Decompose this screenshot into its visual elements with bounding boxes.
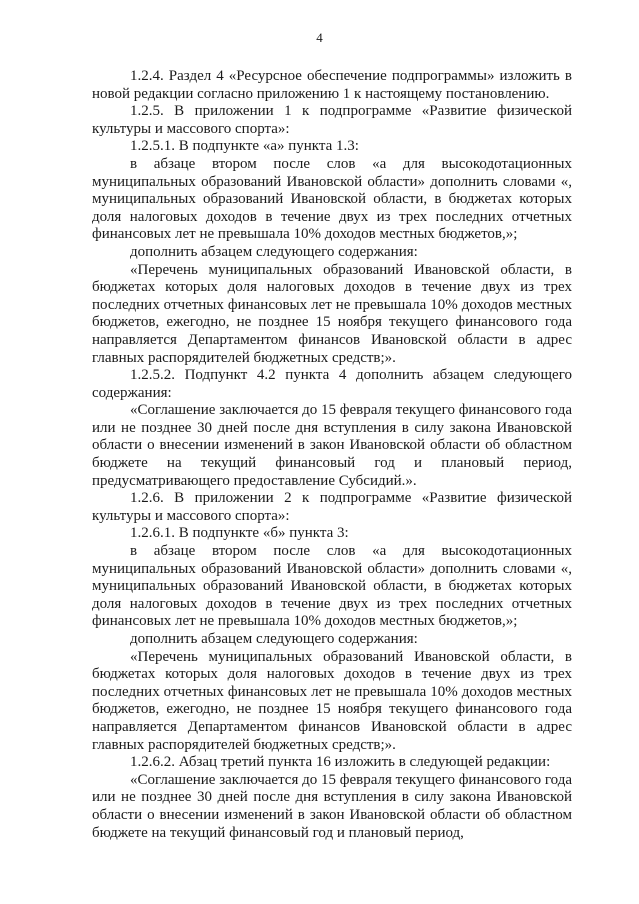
- page-number: 4: [316, 30, 323, 45]
- paragraph-perechen-quote: «Перечень муниципальных образований Ивановской области, в бюджетах которых доля налоговых доходов в течение двух из трех последних отчетных финансовых лет не превышала 10% доходов местных бюджетов, ежегодно, не позднее 15 ноября текущего финансового года направляется Департаментом финансов Ивановской области в адрес главных распорядителей бюджетных средств;».: [92, 261, 572, 366]
- paragraph-1-2-4: 1.2.4. Раздел 4 «Ресурсное обеспечение подпрограммы» изложить в новой редакции согласно приложению 1 к настоящему постановлению.: [92, 68, 572, 102]
- paragraph-amend-abzac-2: в абзаце втором после слов «а для высокодотационных муниципальных образований Ивановской области» дополнить словами «, муниципальных образований Ивановской области, в бюджетах которых доля налоговых доходов в течение двух из трех последних отчетных финансовых лет не превышала 10% доходов местных бюджетов,»;: [92, 155, 572, 243]
- paragraph-soglashenie-quote-b: «Соглашение заключается до 15 февраля текущего финансового года или не позднее 30 дней после дня вступления в силу закона Ивановской области о внесении изменений в закон Ивановской области об областном бюджете на текущий финансовый год и плановый период,: [92, 771, 572, 841]
- paragraph-1-2-6: 1.2.6. В приложении 2 к подпрограмме «Развитие физической культуры и массового спорта»:: [92, 490, 572, 524]
- paragraph-1-2-5-1: 1.2.5.1. В подпункте «а» пункта 1.3:: [130, 138, 359, 155]
- paragraph-1-2-6-1: 1.2.6.1. В подпункте «б» пункта 3:: [130, 525, 349, 542]
- document-body: [92, 68, 572, 842]
- paragraph-perechen-quote-b: «Перечень муниципальных образований Ивановской области, в бюджетах которых доля налоговых доходов в течение двух из трех последних отчетных финансовых лет не превышала 10% доходов местных бюджетов, ежегодно, не позднее 15 ноября текущего финансового года направляется Департаментом финансов Ивановской области в адрес главных распорядителей бюджетных средств;».: [92, 648, 572, 753]
- paragraph-amend-abzac-2-b: в абзаце втором после слов «а для высокодотационных муниципальных образований Ивановской области» дополнить словами «, муниципальных образований Ивановской области, в бюджетах которых доля налоговых доходов в течение двух из трех последних отчетных финансовых лет не превышала 10% доходов местных бюджетов,»;: [92, 543, 572, 630]
- paragraph-1-2-5: 1.2.5. В приложении 1 к подпрограмме «Развитие физической культуры и массового спорта»:: [92, 103, 572, 137]
- paragraph-1-2-5-2: 1.2.5.2. Подпункт 4.2 пункта 4 дополнить абзацем следующего содержания:: [92, 367, 572, 401]
- paragraph-soglashenie-quote: «Соглашение заключается до 15 февраля текущего финансового года или не позднее 30 дней после дня вступления в силу закона Ивановской области о внесении изменений в закон Ивановской области об областном бюджете на текущий финансовый год и плановый период, предусматривающего предоставление Субсидий.».: [92, 402, 572, 489]
- paragraph-add-abzac: дополнить абзацем следующего содержания:: [130, 243, 418, 260]
- paragraph-add-abzac-b: дополнить абзацем следующего содержания:: [130, 631, 418, 647]
- paragraph-1-2-6-2: 1.2.6.2. Абзац третий пункта 16 изложить в следующей редакции:: [130, 754, 551, 771]
